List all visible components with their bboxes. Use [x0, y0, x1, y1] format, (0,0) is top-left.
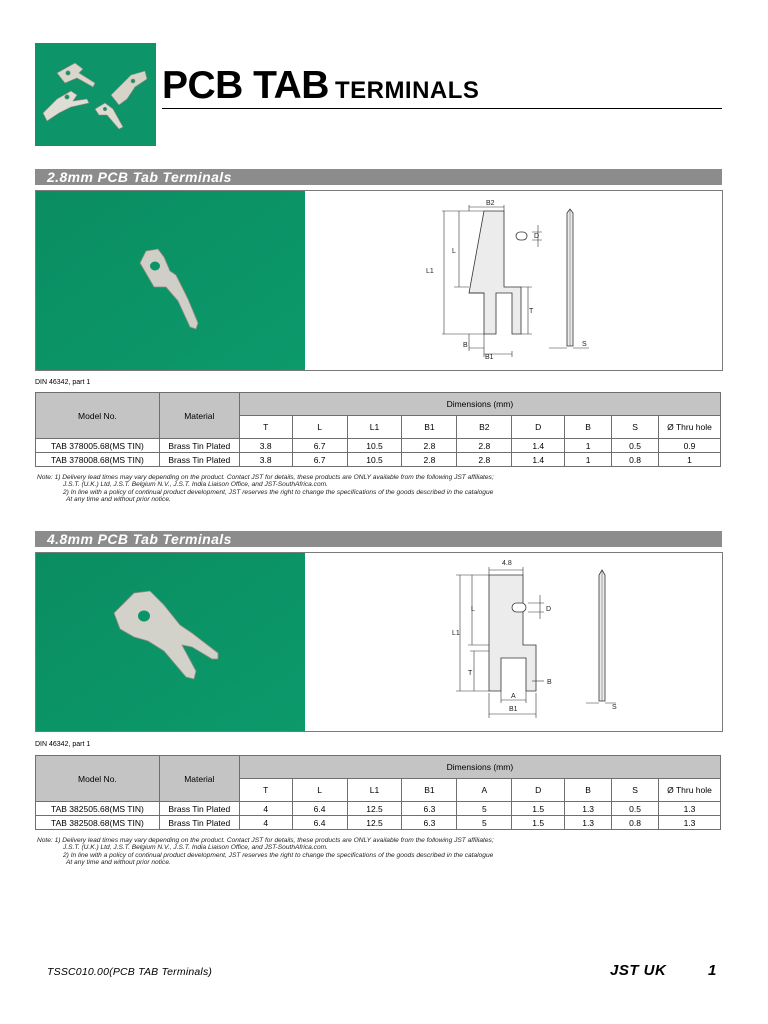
cell-value: 3.8 — [239, 453, 292, 467]
cell-value: 1.4 — [512, 453, 565, 467]
cell-value: 1 — [659, 453, 721, 467]
section-2-notes — [37, 837, 494, 866]
dim-label-t: T — [468, 670, 473, 677]
dim-label-b: B — [547, 679, 552, 686]
cell-model: TAB 382508.68(MS TIN) — [36, 816, 160, 830]
cell-value: 1.3 — [659, 802, 721, 816]
cell-value: 1.4 — [512, 439, 565, 453]
cell-value: 6.4 — [292, 802, 347, 816]
cell-value: 2.8 — [402, 439, 457, 453]
col-header: L — [292, 416, 347, 439]
section-1-bar — [35, 169, 722, 185]
cell-value: 12.5 — [347, 802, 402, 816]
table-row — [36, 802, 721, 816]
table-row — [36, 453, 721, 467]
col-header: Ø Thru hole — [659, 779, 721, 802]
dim-label-b1: B1 — [509, 706, 518, 713]
col-header: S — [612, 779, 659, 802]
page-title — [162, 66, 479, 105]
cell-value: 0.5 — [612, 802, 659, 816]
title-sub: TERMINALS — [334, 77, 480, 104]
dim-label-l1: L1 — [426, 268, 434, 275]
dim-label-s: S — [612, 704, 617, 711]
dim-label-4.8: 4.8 — [502, 560, 512, 567]
cell-value: 3.8 — [239, 439, 292, 453]
header-model: Model No. — [36, 756, 160, 802]
cell-material: Brass Tin Plated — [159, 802, 239, 816]
cell-value: 1.3 — [565, 802, 612, 816]
title-main: PCB TAB — [162, 64, 329, 107]
col-header: T — [239, 416, 292, 439]
section-2-title: 4.8mm PCB Tab Terminals — [47, 531, 232, 547]
dim-label-l1: L1 — [452, 630, 460, 637]
cell-value: 0.8 — [612, 816, 659, 830]
dim-label-d: D — [534, 233, 540, 240]
tab-4.8-technical-drawing — [306, 553, 722, 731]
col-header: S — [612, 416, 659, 439]
section-1-panel — [35, 190, 723, 371]
dim-label-d: D — [546, 606, 552, 613]
dim-label-t: T — [529, 308, 534, 315]
col-header: B1 — [402, 779, 457, 802]
header-dimensions: Dimensions (mm) — [239, 756, 720, 779]
note-line: Note: 1) Delivery lead times may vary depending on the product. Contact JST for details, these products are ONLY available from the following JST affiliates; — [37, 474, 494, 481]
dim-label-l: L — [452, 248, 456, 255]
section-1-photo — [36, 191, 305, 370]
cell-value: 6.3 — [402, 802, 457, 816]
section-1-din: DIN 46342, part 1 — [35, 379, 91, 386]
cell-value: 12.5 — [347, 816, 402, 830]
cell-value: 6.3 — [402, 816, 457, 830]
header-material: Material — [159, 756, 239, 802]
col-header: B — [565, 416, 612, 439]
section-2-table — [35, 755, 721, 830]
section-2-drawing — [306, 553, 722, 731]
cell-value: 5 — [457, 802, 512, 816]
cell-value: 5 — [457, 816, 512, 830]
cell-model: TAB 378005.68(MS TIN) — [36, 439, 160, 453]
title-rule — [162, 108, 722, 109]
cell-value: 6.7 — [292, 439, 347, 453]
page-number: 1 — [708, 962, 717, 979]
col-header: B2 — [457, 416, 512, 439]
footer-doc-ref: TSSC010.00(PCB TAB Terminals) — [47, 966, 213, 978]
dim-label-b: B — [463, 342, 468, 349]
cell-value: 10.5 — [347, 453, 402, 467]
note-line: At any time and without prior notice. — [66, 495, 171, 503]
cell-value: 1.5 — [512, 816, 565, 830]
col-header: L1 — [347, 779, 402, 802]
note-line: 2) In line with a policy of continual product development, JST reserves the right to change the specifications of the goods described in the catalogue — [63, 488, 494, 496]
tab-4.8-photo-image — [36, 553, 305, 731]
section-2-bar — [35, 531, 722, 547]
note-line: J.S.T. (U.K.) Ltd, J.S.T. Belgium N.V., J.S.T. India Liaison Office, and JST-SouthAfrica.com. — [63, 844, 328, 852]
col-header: B — [565, 779, 612, 802]
cell-material: Brass Tin Plated — [159, 816, 239, 830]
tab-2.8-technical-drawing — [306, 191, 722, 370]
note-line: 2) In line with a policy of continual product development, JST reserves the right to change the specifications of the goods described in the catalogue — [63, 851, 494, 859]
header-material: Material — [159, 393, 239, 439]
cell-value: 2.8 — [457, 453, 512, 467]
col-header: D — [512, 416, 565, 439]
note-line: Note: 1) Delivery lead times may vary depending on the product. Contact JST for details, these products are ONLY available from the following JST affiliates; — [37, 837, 494, 844]
terminals-photo-image — [35, 43, 156, 146]
section-1-table — [35, 392, 721, 467]
cell-material: Brass Tin Plated — [159, 453, 239, 467]
section-2-din: DIN 46342, part 1 — [35, 741, 91, 748]
header-product-photo — [35, 43, 156, 146]
cell-model: TAB 382505.68(MS TIN) — [36, 802, 160, 816]
col-header: D — [512, 779, 565, 802]
note-line: J.S.T. (U.K.) Ltd, J.S.T. Belgium N.V., J.S.T. India Liaison Office, and JST-SouthAfrica.com. — [63, 481, 328, 489]
dim-label-b2: B2 — [486, 200, 495, 207]
col-header: L1 — [347, 416, 402, 439]
header-dimensions: Dimensions (mm) — [239, 393, 720, 416]
dim-label-a: A — [511, 693, 516, 700]
section-1-title: 2.8mm PCB Tab Terminals — [47, 169, 232, 185]
cell-value: 6.4 — [292, 816, 347, 830]
cell-value: 1.5 — [512, 802, 565, 816]
section-2-photo — [36, 553, 305, 731]
section-1-notes — [37, 474, 494, 503]
col-header: Ø Thru hole — [659, 416, 721, 439]
cell-model: TAB 378008.68(MS TIN) — [36, 453, 160, 467]
cell-value: 4 — [239, 802, 292, 816]
cell-value: 1 — [565, 453, 612, 467]
cell-value: 1.3 — [659, 816, 721, 830]
col-header: B1 — [402, 416, 457, 439]
footer-brand: JST UK — [610, 962, 667, 979]
note-line: At any time and without prior notice. — [66, 858, 171, 866]
cell-value: 2.8 — [402, 453, 457, 467]
col-header: A — [457, 779, 512, 802]
tab-2.8-photo-image — [36, 191, 305, 370]
cell-value: 0.9 — [659, 439, 721, 453]
cell-value: 4 — [239, 816, 292, 830]
cell-value: 2.8 — [457, 439, 512, 453]
section-2-panel — [35, 552, 723, 732]
cell-value: 0.5 — [612, 439, 659, 453]
header-model: Model No. — [36, 393, 160, 439]
dim-label-b1: B1 — [485, 354, 494, 361]
section-1-drawing — [306, 191, 722, 370]
col-header: T — [239, 779, 292, 802]
table-row — [36, 439, 721, 453]
cell-material: Brass Tin Plated — [159, 439, 239, 453]
cell-value: 0.8 — [612, 453, 659, 467]
table-row — [36, 816, 721, 830]
cell-value: 6.7 — [292, 453, 347, 467]
dim-label-s: S — [582, 341, 587, 348]
cell-value: 1 — [565, 439, 612, 453]
col-header: L — [292, 779, 347, 802]
dim-label-l: L — [471, 606, 475, 613]
cell-value: 10.5 — [347, 439, 402, 453]
cell-value: 1.3 — [565, 816, 612, 830]
